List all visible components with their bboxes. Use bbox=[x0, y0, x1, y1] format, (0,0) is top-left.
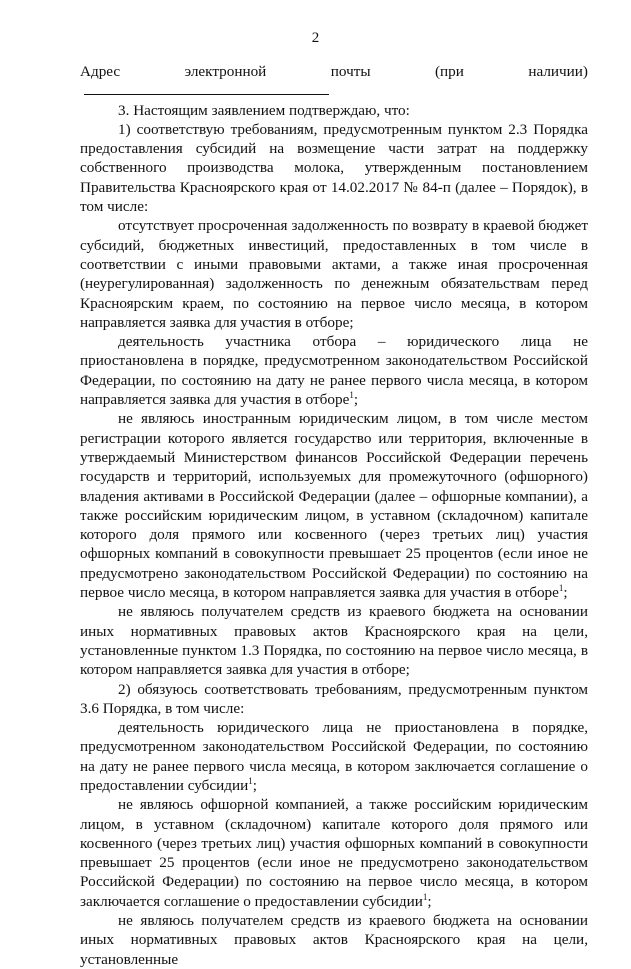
condition-no-overdue-debt: отсутствует просроченная задолженность по возврату в краевой бюджет субсидий, бюджетных инвестиций, предоставленных в том числе в соответствии с иными правовыми актами, а также иная просроченная (неурегулированная) задолженность по денежным обязательствам перед Красноярским краем, по состоянию на первое число месяца, в котором направляется заявка для участия в отборе; bbox=[80, 217, 588, 331]
footnote-ref: 1 bbox=[349, 389, 354, 400]
requirement-item-1: 1) соответствую требованиям, предусмотренным пунктом 2.3 Порядка предоставления субсидий на возмещение части затрат на поддержку собственного производства молока, утвержденным постановлением Правительства Красноярского края от 14.02.2017 № 84-п (далее – Порядок), в том числе: bbox=[80, 120, 588, 216]
footnote-ref: 1 bbox=[558, 582, 564, 593]
condition-not-foreign-entity: не являюсь иностранным юридическим лицом, в том числе местом регистрации которого является государство или территория, включенные в утверждаемый Министерством финансов Российской Федерации перечень государств и территорий, используемых для промежуточного (офшорного) владения активами в Российской Федерации (далее – офшорные компании), а также российским юридическим лицом, в уставном (складочном) капитале которого доля прямого или косвенного (через третьих лиц) участия офшорных компаний в совокупности превышает 25 процентов (если иное не предусмотрено законодательством Российской Федерации) по состоянию на первое число месяца, в котором направляется заявка для участия в отборе$^1$; bbox=[80, 410, 588, 602]
condition-not-recipient: не являюсь получателем средств из краевого бюджета на основании иных нормативных правовых актов Красноярского края на цели, установленные пунктом 1.3 Порядка, по состоянию на первое число месяца, в котором направляется заявка для участия в отборе; bbox=[80, 603, 588, 679]
footnote-ref: 1 bbox=[248, 775, 253, 786]
email-label: Адрес электронной почты (при наличии) bbox=[80, 63, 588, 80]
document-body bbox=[80, 62, 588, 969]
email-field[interactable] bbox=[84, 82, 329, 95]
email-row bbox=[80, 62, 588, 101]
obligation-not-offshore: не являюсь офшорной компанией, а также российским юридическим лицом, в уставном (складочном) капитале которого доля прямого или косвенного (через третьих лиц) участия офшорных компаний в совокупности превышает 25 процентов (если иное не предусмотрено законодательством Российской Федерации) по состоянию на первое число месяца, в котором заключается соглашение о предоставлении субсидии$^1$; bbox=[80, 796, 588, 910]
obligation-not-recipient: не являюсь получателем средств из краевого бюджета на основании иных нормативных правовых актов Красноярского края на цели, установленные bbox=[80, 912, 588, 968]
page-number: 2 bbox=[311, 30, 320, 46]
obligation-not-suspended: деятельность юридического лица не приостановлена в порядке, предусмотренном законодательством Российской Федерации, по состоянию на дату не ранее первого числа месяца, в котором заключается соглашение о предоставлении субсидии$^1$; bbox=[80, 719, 588, 794]
condition-not-suspended: деятельность участника отбора – юридического лица не приостановлена в порядке, предусмотренном законодательством Российской Федерации, по состоянию на дату не ранее первого числа месяца, в котором направляется заявка для участия в отборе$^1$; bbox=[80, 333, 588, 409]
requirement-item-2: 2) обязуюсь соответствовать требованиям, предусмотренным пунктом 3.6 Порядка, в том числе: bbox=[80, 680, 588, 717]
footnote-ref: 1 bbox=[422, 891, 428, 902]
statement-intro: 3. Настоящим заявлением подтверждаю, что: bbox=[118, 101, 410, 119]
